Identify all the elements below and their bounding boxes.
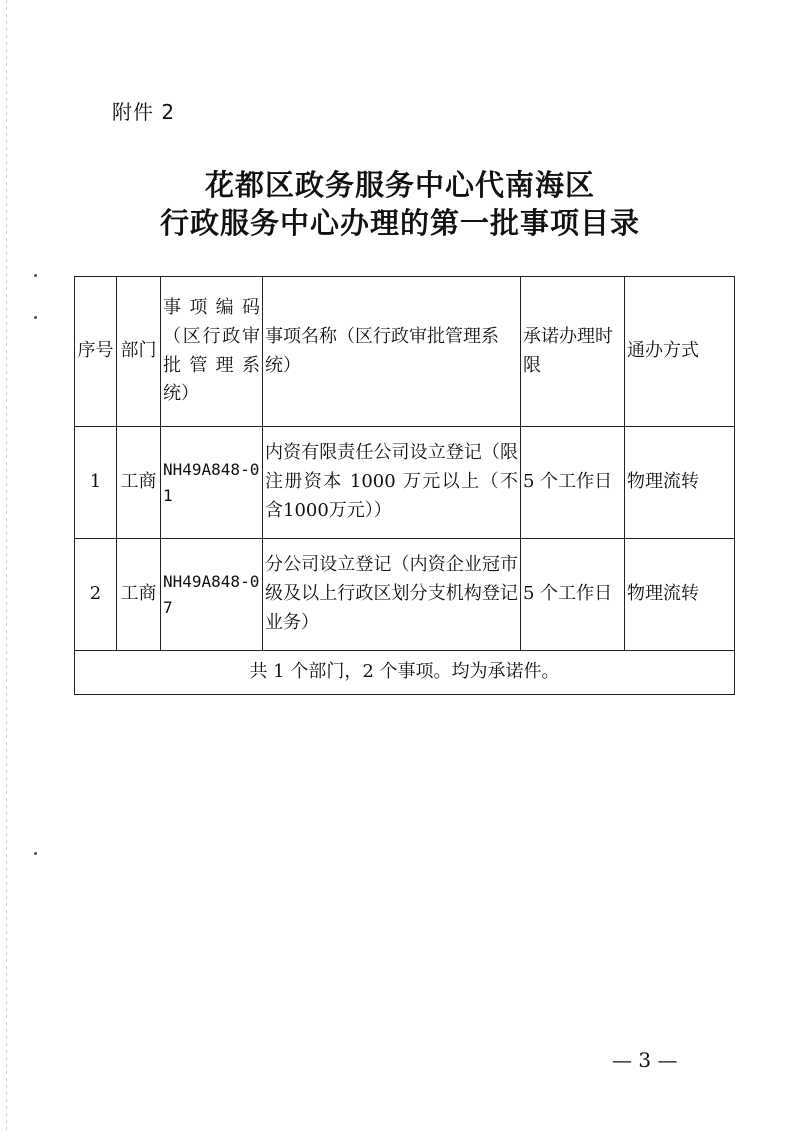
cell-time-limit: 5 个工作日 bbox=[521, 539, 625, 651]
cell-name: 内资有限责任公司设立登记（限注册资本 1000 万元以上（不含1000万元）） bbox=[263, 427, 521, 539]
scan-speck bbox=[34, 316, 37, 319]
attachment-label: 附件 2 bbox=[112, 100, 176, 124]
cell-method: 物理流转 bbox=[625, 539, 735, 651]
cell-index: 1 bbox=[75, 427, 117, 539]
table-summary: 共 1 个部门，2 个事项。均为承诺件。 bbox=[75, 651, 735, 695]
scan-speck bbox=[34, 852, 37, 855]
document-title-line-2: 行政服务中心办理的第一批事项目录 bbox=[159, 206, 640, 240]
header-department: 部门 bbox=[117, 277, 161, 427]
header-method: 通办方式 bbox=[625, 277, 735, 427]
cell-time-limit: 5 个工作日 bbox=[521, 427, 625, 539]
table-header-row bbox=[75, 277, 735, 427]
scan-speck bbox=[34, 274, 37, 277]
page-number: — 3 — bbox=[612, 1048, 678, 1072]
cell-method: 物理流转 bbox=[625, 427, 735, 539]
table-summary-row bbox=[75, 651, 735, 695]
header-index: 序号 bbox=[75, 277, 117, 427]
cell-name: 分公司设立登记（内资企业冠市级及以上行政区划分支机构登记业务） bbox=[263, 539, 521, 651]
cell-department: 工商 bbox=[117, 427, 161, 539]
cell-code: NH49A848-01 bbox=[161, 427, 263, 539]
table-row bbox=[75, 427, 735, 539]
cell-code: NH49A848-07 bbox=[161, 539, 263, 651]
table-row bbox=[75, 539, 735, 651]
header-code: 事项编码（区行政审批管理系统） bbox=[161, 277, 263, 427]
cell-index: 2 bbox=[75, 539, 117, 651]
header-time-limit: 承诺办理时限 bbox=[521, 277, 625, 427]
cell-department: 工商 bbox=[117, 539, 161, 651]
header-name: 事项名称（区行政审批管理系统） bbox=[263, 277, 521, 427]
catalog-table bbox=[74, 276, 735, 695]
document-title-line-1: 花都区政务服务中心代南海区 bbox=[204, 168, 595, 202]
